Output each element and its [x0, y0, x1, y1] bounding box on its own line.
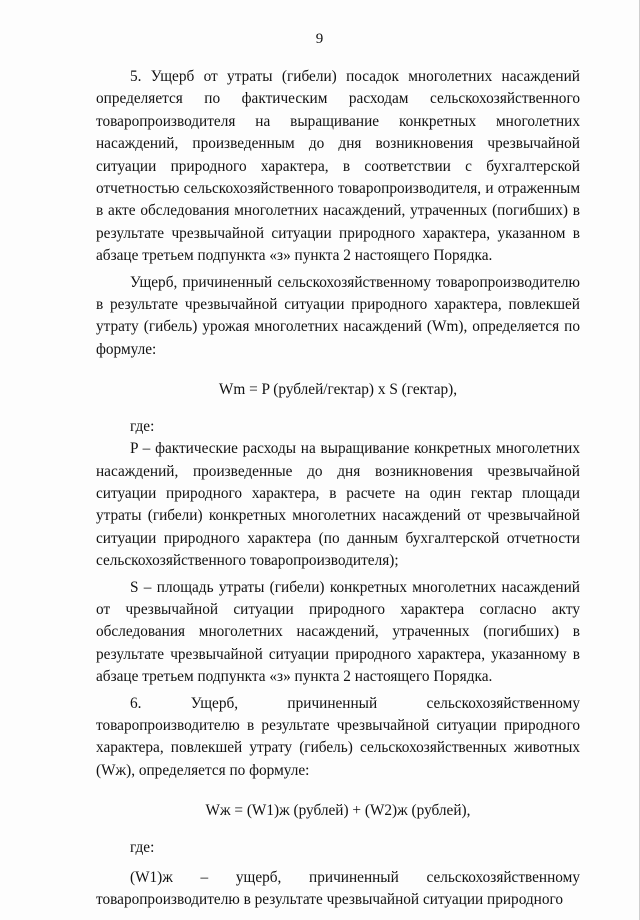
- paragraph-6: 6. Ущерб, причиненный сельскохозяйственному товаропроизводителю в результате чрезвычайной ситуации природного характера, повлекшей утрату (гибель) сельскохозяйственных животных (Wж), определяется по формуле:: [96, 694, 580, 779]
- formula-wm: Wm = P (рублей/гектар) x S (гектар),: [218, 381, 458, 399]
- definition-w1: (W1)ж – ущерб, причиненный сельскохозяйственному товаропроизводителю в результате чрезвычайной ситуации природного: [96, 869, 580, 909]
- definition-s: S – площадь утраты (гибели) конкретных многолетних насаждений от чрезвычайной ситуации природного характера согласно акту обследования многолетних насаждений, утраченных (погибших) в результате чрезвычайной ситуации природного характера, указанному в абзаце третьем подпункта «з» пункта 2 настоящего Порядка.: [96, 578, 580, 686]
- formula-wzh: Wж = (W1)ж (рублей) + (W2)ж (рублей),: [205, 802, 471, 820]
- spacer: [96, 859, 580, 867]
- document-body: [96, 66, 580, 912]
- paragraph-5: 5. Ущерб от утраты (гибели) посадок многолетних насаждений определяется по фактическим расходам сельскохозяйственного товаропроизводителя на выращивание конкретных многолетних насаждений, произведенным до дня возникновения чрезвычайной ситуации природного характера, в соответствии с бухгалтерской отчетностью сельскохозяйственного товаропроизводителя, и отраженным в акте обследования многолетних насаждений, утраченных (погибших) в результате чрезвычайной ситуации природного характера, указанном в абзаце третьем подпункта «з» пункта 2 настоящего Порядка.: [96, 68, 580, 265]
- definition-p: P – фактические расходы на выращивание конкретных многолетних насаждений, произведенные до дня возникновения чрезвычайной ситуации природного характера, в расчете на один гектар площади утраты (гибели) конкретных многолетних насаждений от чрезвычайной ситуации природного характера (по данным бухгалтерской отчетности сельскохозяйственного товаропроизводителя);: [96, 440, 580, 570]
- where-label-2: где:: [130, 838, 155, 856]
- paragraph-wm-intro: Ущерб, причиненный сельскохозяйственному товаропроизводителю в результате чрезвычайной ситуации природного характера, повлекшей утрату (гибель) урожая многолетних насаждений (Wm), определяется по формуле:: [96, 273, 580, 358]
- page-number: 9: [315, 31, 324, 47]
- where-label-1: где:: [130, 417, 155, 435]
